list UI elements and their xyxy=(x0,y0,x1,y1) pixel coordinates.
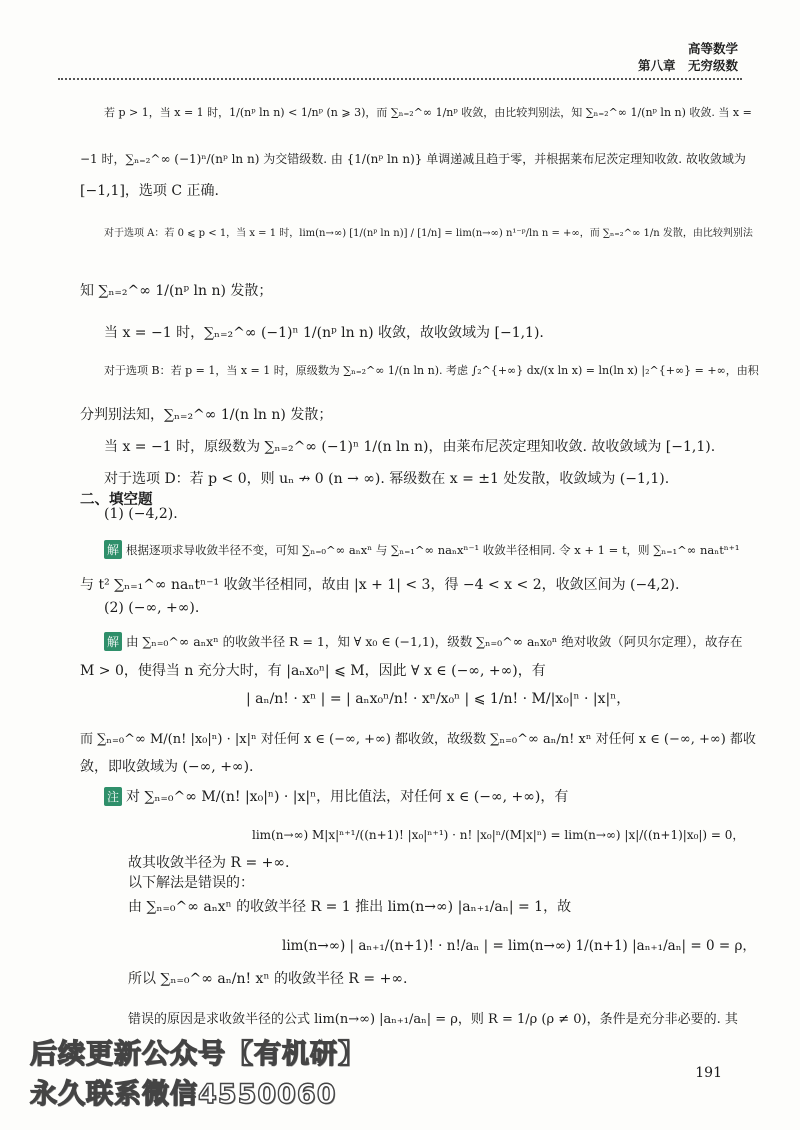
note-line xyxy=(104,786,568,806)
section-heading: 二、填空题 xyxy=(80,492,153,508)
header-divider xyxy=(58,78,742,80)
text-line: 对于选项 B：若 p = 1，当 x = 1 时，原级数为 ∑ₙ₌₂^∞ 1/(n ln n). 考虑 ∫₂^{+∞} dx/(x ln x) = ln(ln x) |₂^{+∞} = +∞，由积 xyxy=(104,364,759,377)
text-line: 与 t² ∑ₙ₌₁^∞ naₙtⁿ⁻¹ 收敛半径相同，故由 |x + 1| < 3，得 −4 < x < 2，收敛区间为 (−4,2). xyxy=(80,577,680,593)
display-formula: lim(n→∞) M|x|ⁿ⁺¹/((n+1)! |x₀|ⁿ⁺¹) · n! |x₀|ⁿ/(M|x|ⁿ) = lim(n→∞) |x|/((n+1)|x₀|) = 0， xyxy=(252,828,745,842)
answer-label: (1) (−4,2). xyxy=(104,506,178,522)
solution-badge: 解 xyxy=(104,632,122,651)
running-header xyxy=(638,40,738,74)
text-line: 对于选项 D：若 p < 0，则 uₙ ↛ 0 (n → ∞). 幂级数在 x = ±1 处发散，收敛域为 (−1,1). xyxy=(104,471,670,487)
chapter-title: 第八章 无穷级数 xyxy=(637,58,738,73)
display-formula: lim(n→∞) | aₙ₊₁/(n+1)! · n!/aₙ | = lim(n→∞) 1/(n+1) |aₙ₊₁/aₙ| = 0 = ρ， xyxy=(282,938,756,954)
text-line: M > 0，使得当 n 充分大时，有 |aₙx₀ⁿ| ⩽ M，因此 ∀ x ∈ (−∞, +∞)，有 xyxy=(80,663,546,679)
text-line: 知 ∑ₙ₌₂^∞ 1/(nᵖ ln n) 发散； xyxy=(80,283,273,299)
text-line: 根据逐项求导收敛半径不变，可知 ∑ₙ₌₀^∞ aₙxⁿ 与 ∑ₙ₌₁^∞ naₙxⁿ⁻¹ 收敛半径相同. 令 x + 1 = t，则 ∑ₙ₌₁^∞ naₙtⁿ⁺¹ xyxy=(126,543,740,557)
text-line: 错误的原因是求收敛半径的公式 lim(n→∞) |aₙ₊₁/aₙ| = ρ，则 R = 1/ρ (ρ ≠ 0)，条件是充分非必要的. 其 xyxy=(128,1012,738,1027)
display-formula: | aₙ/n! · xⁿ | = | aₙx₀ⁿ/n! · xⁿ/x₀ⁿ | ⩽ 1/n! · M/|x₀|ⁿ · |x|ⁿ， xyxy=(246,691,631,707)
text-line: 而 ∑ₙ₌₀^∞ M/(n! |x₀|ⁿ) · |x|ⁿ 对任何 x ∈ (−∞, +∞) 都收敛，故级数 ∑ₙ₌₀^∞ aₙ/n! xⁿ 对任何 x ∈ (−∞, +∞) 都收 xyxy=(80,732,756,747)
text-line: 若 p > 1，当 x = 1 时，1/(nᵖ ln n) < 1/nᵖ (n ⩾ 3)，而 ∑ₙ₌₂^∞ 1/nᵖ 收敛，由比较判别法，知 ∑ₙ₌₂^∞ 1/(nᵖ ln n) 收敛. 当 x = xyxy=(104,106,752,119)
text-line: 所以 ∑ₙ₌₀^∞ aₙ/n! xⁿ 的收敛半径 R = +∞. xyxy=(128,971,408,987)
text-line: 当 x = −1 时，∑ₙ₌₂^∞ (−1)ⁿ 1/(nᵖ ln n) 收敛，故收敛域为 [−1,1). xyxy=(104,325,544,341)
text-line: 由 ∑ₙ₌₀^∞ aₙxⁿ 的收敛半径 R = 1，知 ∀ x₀ ∈ (−1,1)，级数 ∑ₙ₌₀^∞ aₙx₀ⁿ 绝对收敛（阿贝尔定理），故存在 xyxy=(126,634,743,649)
text-line: 分判别法知，∑ₙ₌₂^∞ 1/(n ln n) 发散； xyxy=(80,407,333,423)
text-line: −1 时，∑ₙ₌₂^∞ (−1)ⁿ/(nᵖ ln n) 为交错级数. 由 {1/(nᵖ ln n)} 单调递减且趋于零，并根据莱布尼茨定理知收敛. 故收敛域为 xyxy=(80,152,746,166)
text-line: [−1,1]，选项 C 正确. xyxy=(80,183,219,199)
text-line: 当 x = −1 时，原级数为 ∑ₙ₌₂^∞ (−1)ⁿ 1/(n ln n)，由莱布尼茨定理知收敛. 故收敛域为 [−1,1). xyxy=(104,439,716,455)
text-line: 故其收敛半径为 R = +∞. xyxy=(128,855,290,871)
text-line: 对 ∑ₙ₌₀^∞ M/(n! |x₀|ⁿ) · |x|ⁿ，用比值法，对任何 x ∈ (−∞, +∞)，有 xyxy=(126,789,569,805)
watermark-line-2: 永久联系微信4550060 xyxy=(30,1079,337,1110)
answer-label: (2) (−∞, +∞). xyxy=(104,600,200,616)
page-number: 191 xyxy=(695,1065,722,1081)
text-line: 由 ∑ₙ₌₀^∞ aₙxⁿ 的收敛半径 R = 1 推出 lim(n→∞) |aₙ₊₁/aₙ| = 1，故 xyxy=(128,899,572,915)
solution-line xyxy=(104,632,743,651)
book-title: 高等数学 xyxy=(687,41,738,56)
text-line: 以下解法是错误的： xyxy=(128,875,254,891)
text-line: 敛，即收敛域为 (−∞, +∞). xyxy=(80,759,254,775)
note-badge: 注 xyxy=(104,787,122,806)
solution-line xyxy=(104,540,739,559)
watermark-line-1: 后续更新公众号【有机研】 xyxy=(30,1039,366,1070)
solution-badge: 解 xyxy=(104,540,122,559)
text-line: 对于选项 A：若 0 ⩽ p < 1，当 x = 1 时，lim(n→∞) [1/(nᵖ ln n)] / [1/n] = lim(n→∞) n¹⁻ᵖ/ln n = +∞，而 ∑ₙ₌₂^∞ 1/n 发散，由比较判别法 xyxy=(104,228,753,239)
